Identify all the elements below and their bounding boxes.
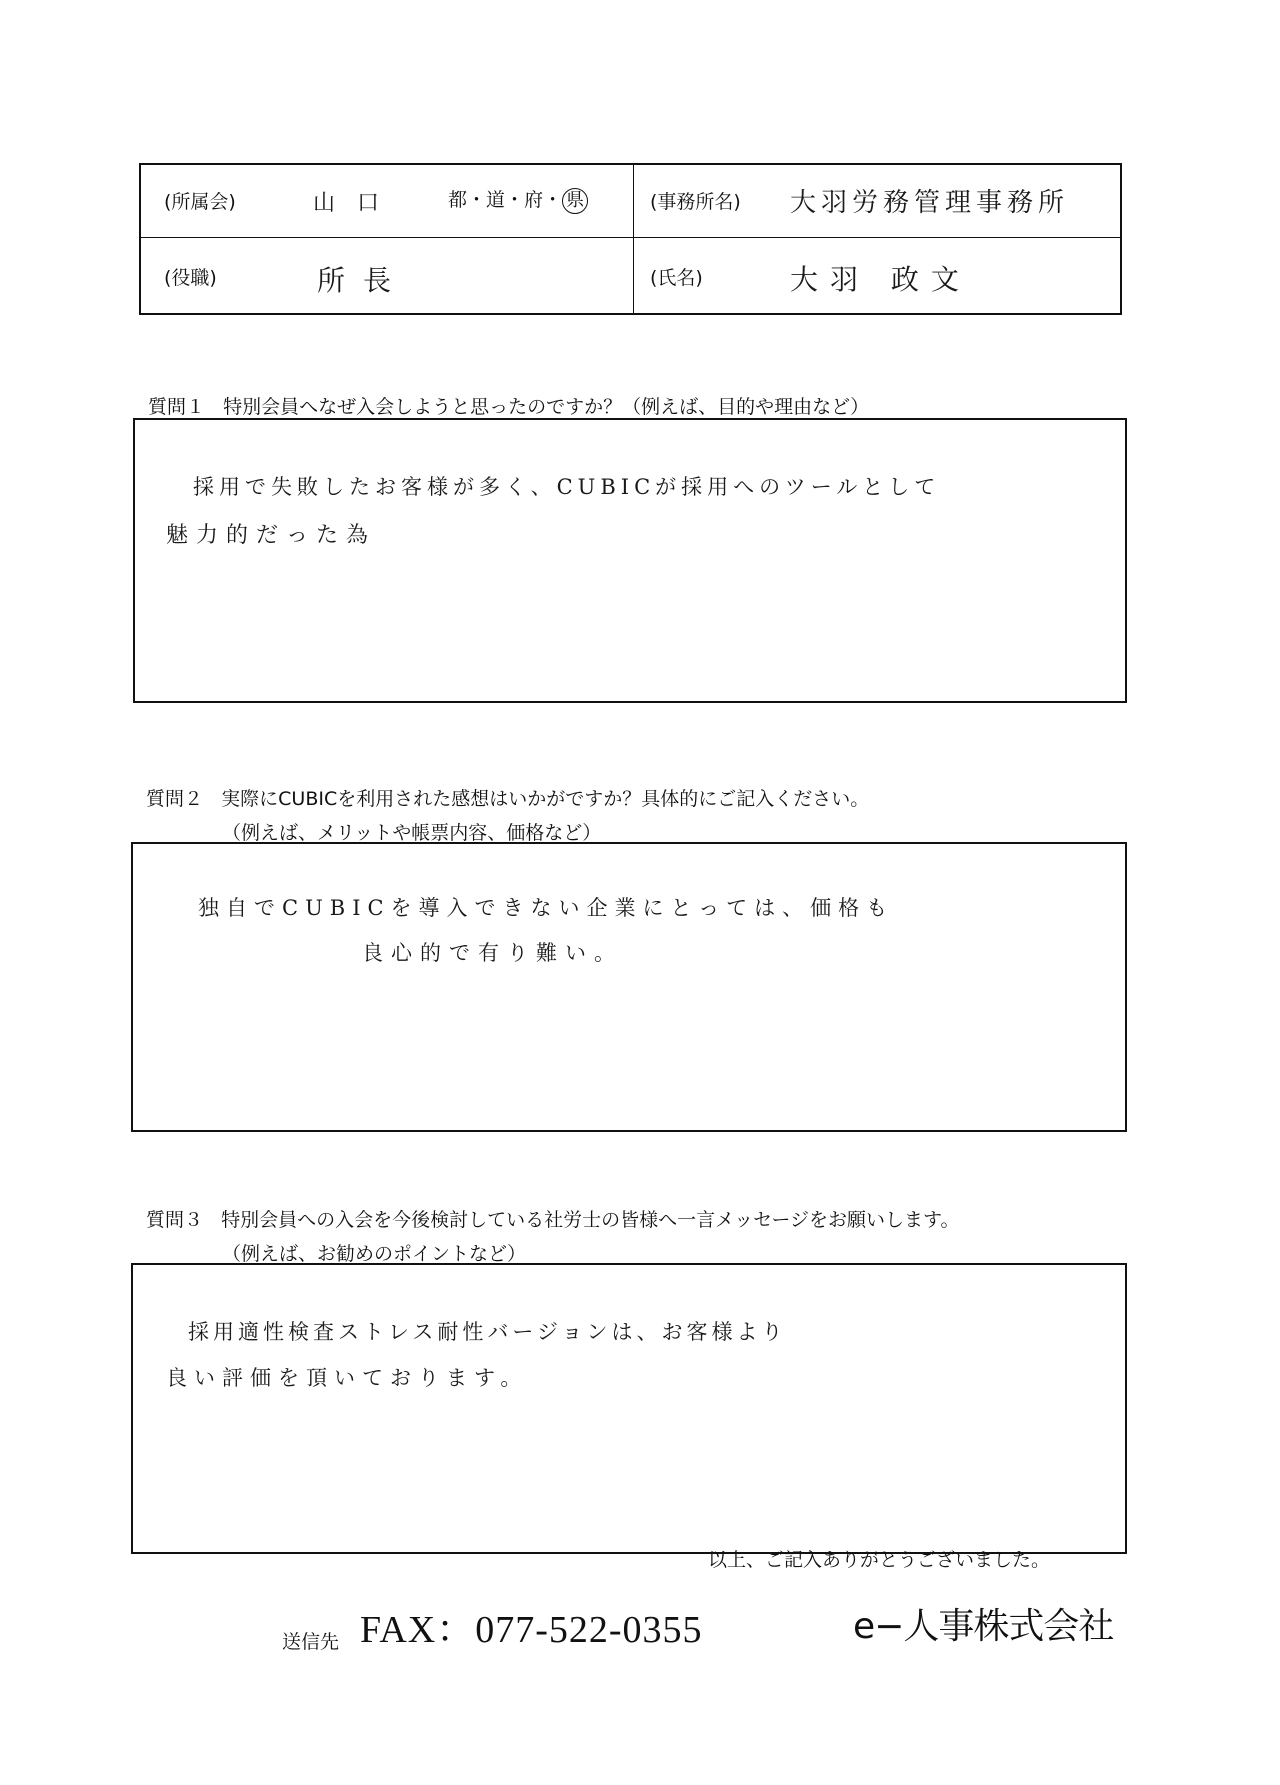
pref-option-do: 道 [486,189,506,211]
answer-1-line-1: 採用で失敗したお客様が多く、CUBICが採用へのツールとして [193,475,941,499]
name-label: (氏名) [650,267,703,289]
answer-3-line-1: 採用適性検査ストレス耐性バージョンは、お客様より [188,1320,787,1344]
affiliation-label: (所属会) [164,191,236,213]
header-row-divider [139,237,1122,238]
thanks-message: 以上、ご記入ありがとうございました。 [708,1549,1051,1571]
question-2-note: （例えば、メリットや帳票内容、価格など） [222,822,602,844]
question-2-heading [146,784,869,811]
question-2-text: 実際にCUBICを利用された感想はいかがですか？具体的にご記入ください。 [221,788,870,810]
question-1-text: 特別会員へなぜ入会しようと思ったのですか？（例えば、目的や理由など） [223,396,870,418]
office-label: (事務所名) [650,191,741,213]
answer-3-line-2: 良い評価を頂いております。 [166,1366,529,1390]
answer-1-box [133,418,1127,703]
answer-2-box [131,842,1127,1132]
question-3-text: 特別会員への入会を今後検討している社労士の皆様へ一言メッセージをお願いします。 [221,1209,960,1231]
header-column-divider [633,163,634,315]
office-value: 大羽労務管理事務所 [790,188,1070,218]
question-3-label: 質問３ [146,1209,204,1231]
pref-option-fu: 府 [524,189,544,211]
question-1-heading [148,392,869,419]
company-name: e−人事株式会社 [853,1606,1114,1647]
question-3-note: （例えば、お勧めのポイントなど） [222,1243,527,1265]
answer-1-line-2: 魅力的だった為 [166,523,377,548]
position-label: (役職) [164,267,217,289]
pref-option-to: 都 [448,189,468,211]
question-3-heading [146,1205,959,1232]
prefecture-selector: 都・道・府・ 県 [448,185,588,214]
question-2-label: 質問２ [146,788,204,810]
answer-2-line-1: 独自でCUBICを導入できない企業にとっては、価格も [198,896,895,920]
answer-3-box [131,1263,1127,1554]
position-value: 所長 [317,264,410,297]
pref-option-ken-circled: 県 [562,188,588,214]
name-value: 大羽 政文 [790,263,971,296]
affiliation-value: 山口 [313,191,402,216]
question-1-label: 質問１ [148,396,206,418]
answer-2-line-2: 良心的で有り難い。 [362,941,623,965]
send-to-label: 送信先 [282,1631,340,1653]
fax-number: FAX：077-522-0355 [360,1609,703,1651]
